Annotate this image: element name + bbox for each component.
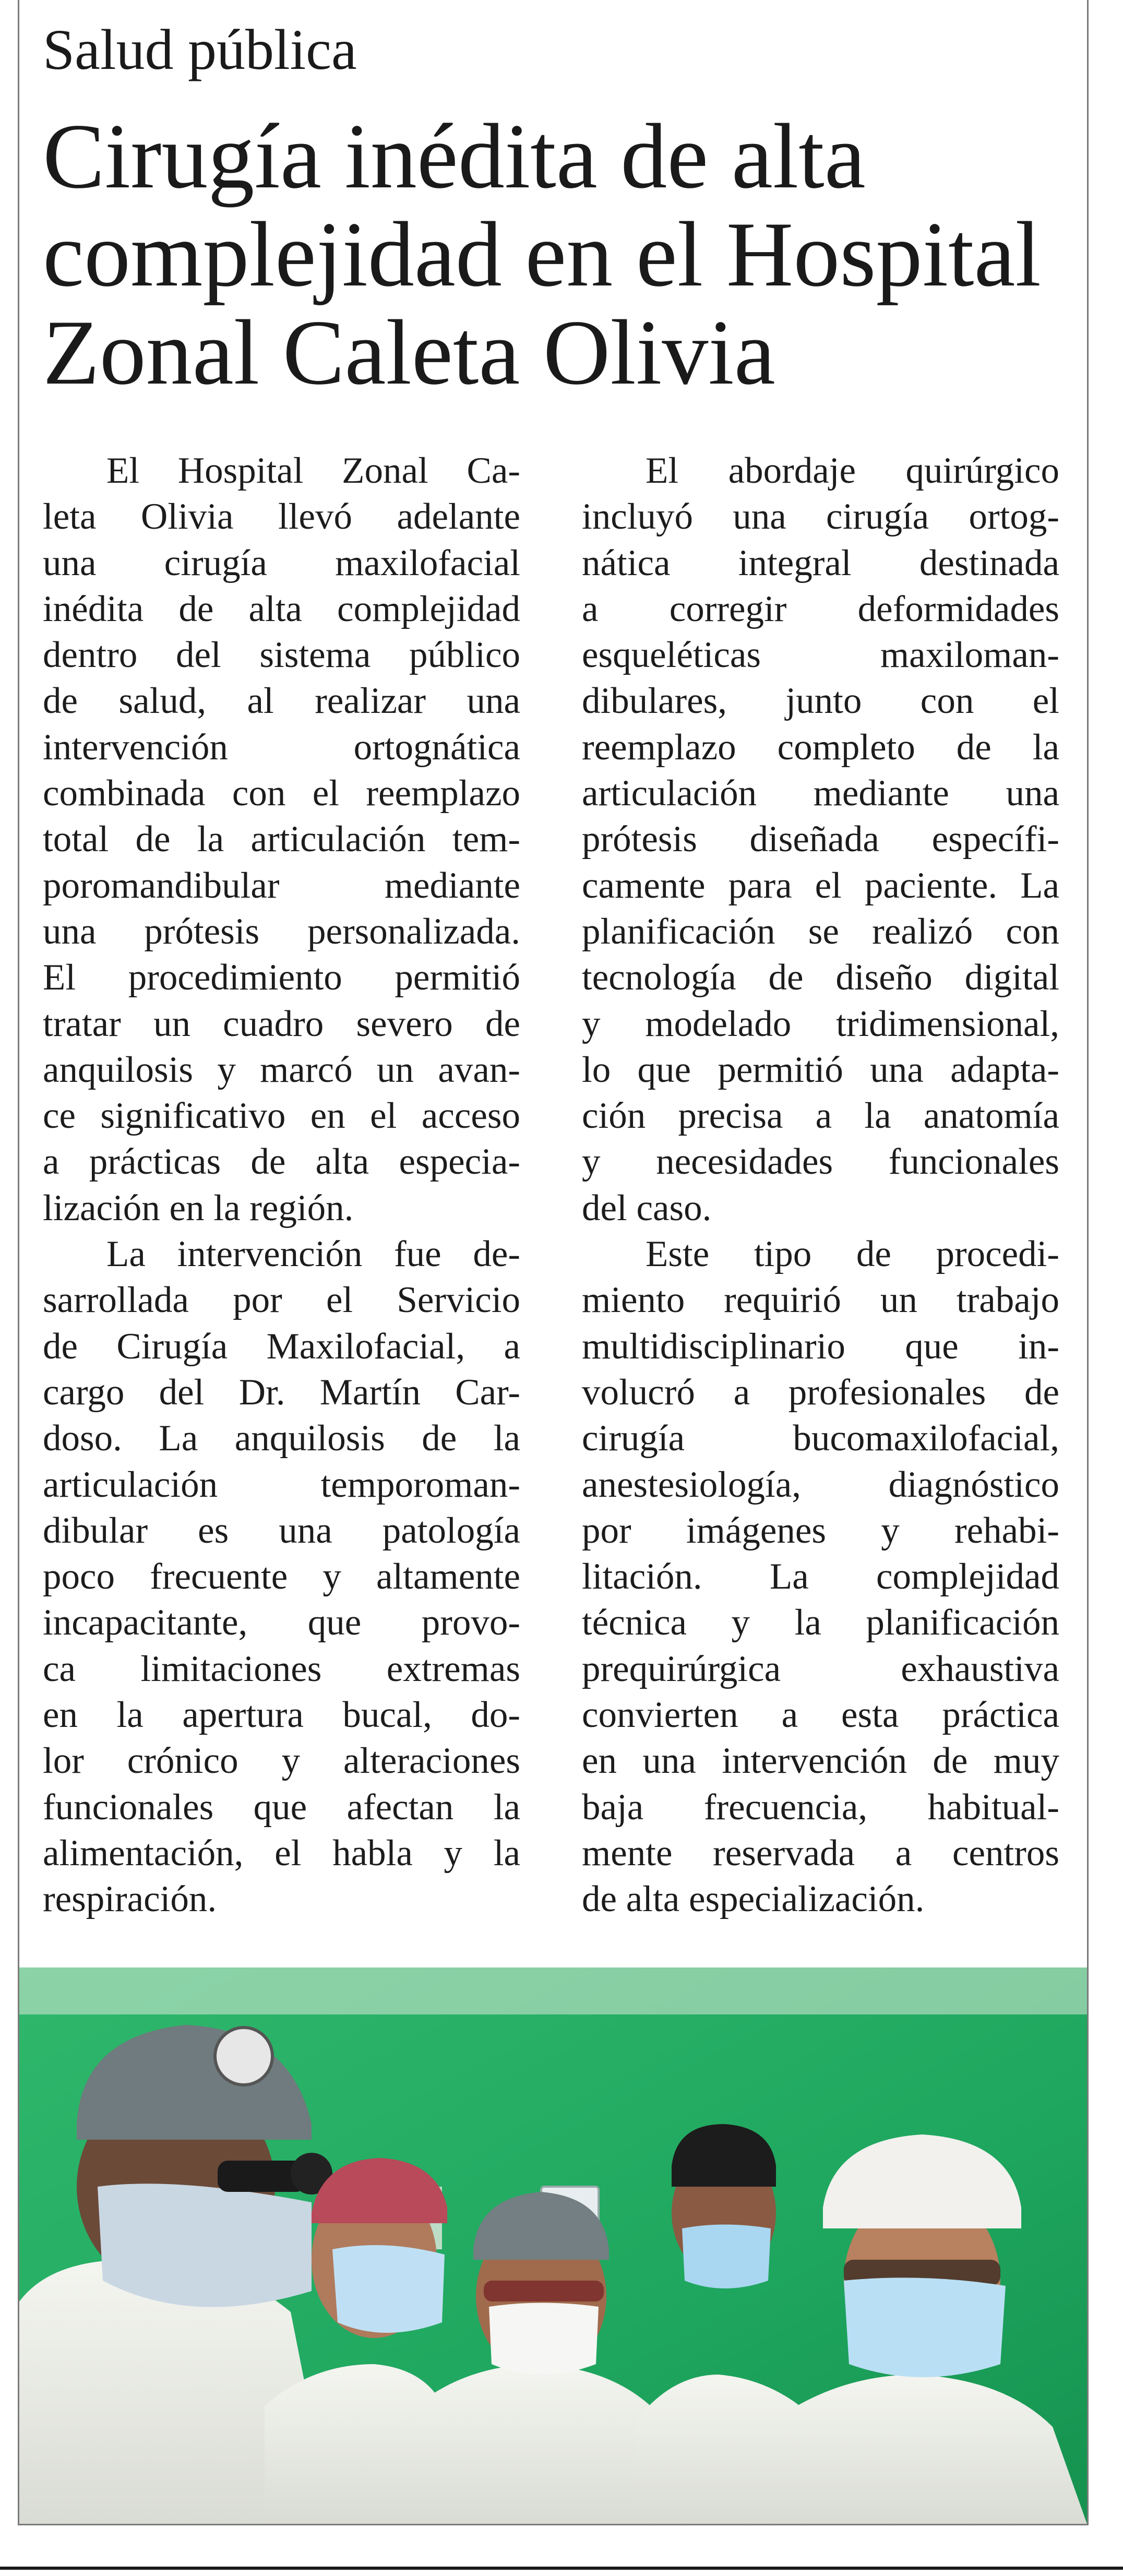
text-line: lor crónico y alteraciones (43, 1740, 520, 1782)
text-line: anestesiología, diagnóstico (582, 1464, 1059, 1505)
text-line: del caso. (582, 1187, 712, 1229)
text-line: combinada con el reemplazo (43, 773, 520, 814)
text-line: miento requirió un trabajo (582, 1280, 1059, 1321)
text-line: Este tipo de procedi- (646, 1234, 1059, 1275)
text-line: incapacitante, que provo- (43, 1602, 520, 1643)
text-line: ción precisa a la anatomía (582, 1095, 1059, 1137)
text-line: anquilosis y marcó un avan- (43, 1049, 520, 1090)
text-line: de Cirugía Maxilofacial, a (43, 1326, 520, 1367)
text-line: funcionales que afectan la (43, 1786, 520, 1828)
text-line: convierten a esta práctica (582, 1695, 1059, 1736)
text-line: dentro del sistema público (43, 635, 520, 676)
headline-line: Zonal Caleta Olivia (43, 301, 775, 404)
text-line: doso. La anquilosis de la (43, 1418, 520, 1459)
text-line: en la apertura bucal, do- (43, 1695, 520, 1736)
text-line: cirugía bucomaxilofacial, (582, 1418, 1059, 1459)
section-label: Salud pública (43, 18, 357, 81)
headline-line: Cirugía inédita de alta (43, 104, 866, 208)
text-line: esqueléticas maxiloman- (582, 635, 1059, 676)
text-line: lo que permitió una adapta- (582, 1049, 1059, 1090)
text-line: a prácticas de alta especia- (43, 1141, 520, 1183)
text-line: de alta especialización. (582, 1879, 925, 1920)
text-line: ca limitaciones extremas (43, 1648, 520, 1689)
text-line: incluyó una cirugía ortog- (582, 496, 1059, 538)
headline (43, 104, 1081, 404)
headline-line: complejidad en el Hospital (43, 202, 1041, 306)
text-line: El procedimiento permitió (43, 957, 520, 998)
text-line: intervención ortognática (43, 726, 520, 768)
text-line: lización en la región. (43, 1187, 354, 1229)
text-line: dibular es una patología (43, 1510, 520, 1551)
footer-rule (0, 2567, 1123, 2570)
text-line: una cirugía maxilofacial (43, 542, 520, 583)
surgical-team-photo (19, 1967, 1087, 2524)
text-line: mente reservada a centros (582, 1832, 1059, 1874)
text-line: El Hospital Zonal Ca- (106, 450, 520, 491)
ceiling (19, 1967, 1087, 2014)
text-line: tecnología de diseño digital (582, 957, 1059, 998)
text-line: leta Olivia llevó adelante (43, 496, 520, 538)
text-line: y necesidades funcionales (582, 1141, 1059, 1183)
text-line: poco frecuente y altamente (43, 1556, 520, 1597)
text-line: cargo del Dr. Martín Car- (43, 1372, 520, 1413)
text-line: articulación temporoman- (43, 1464, 520, 1505)
text-line: técnica y la planificación (582, 1602, 1059, 1643)
text-line: dibulares, junto con el (582, 681, 1059, 722)
text-line: litación. La complejidad (582, 1556, 1059, 1597)
text-line: poromandibular mediante (43, 865, 520, 906)
text-line: tratar un cuadro severo de (43, 1003, 520, 1044)
text-line: nática integral destinada (582, 542, 1059, 583)
text-line: prótesis diseñada específi- (582, 819, 1059, 860)
text-line: volucró a profesionales de (582, 1372, 1059, 1413)
text-line: por imágenes y rehabi- (582, 1510, 1059, 1551)
text-line: prequirúrgica exhaustiva (582, 1648, 1059, 1689)
text-line: reemplazo completo de la (582, 726, 1059, 768)
text-line: articulación mediante una (582, 773, 1059, 814)
text-line: ce significativo en el acceso (43, 1095, 520, 1137)
text-line: planificación se realizó con (582, 911, 1059, 952)
text-line: La intervención fue de- (106, 1234, 520, 1275)
text-line: multidisciplinario que in- (582, 1326, 1059, 1367)
article-column-left (43, 448, 520, 1923)
text-line: respiración. (43, 1879, 217, 1920)
text-line: total de la articulación tem- (43, 819, 520, 860)
text-line: El abordaje quirúrgico (646, 450, 1059, 491)
frame-border-right (1087, 0, 1089, 2525)
text-line: alimentación, el habla y la (43, 1832, 520, 1874)
text-line: una prótesis personalizada. (43, 911, 520, 952)
text-line: baja frecuencia, habitual- (582, 1786, 1059, 1828)
text-line: inédita de alta complejidad (43, 588, 520, 629)
text-line: en una intervención de muy (582, 1740, 1059, 1782)
text-line: camente para el paciente. La (582, 865, 1059, 906)
text-line: a corregir deformidades (582, 588, 1059, 629)
text-line: de salud, al realizar una (43, 681, 520, 722)
photo-illustration (19, 1967, 1087, 2524)
frame-border-bottom (18, 2524, 1089, 2525)
text-line: y modelado tridimensional, (582, 1003, 1059, 1044)
text-line: sarrollada por el Servicio (43, 1280, 520, 1321)
article-column-right (582, 448, 1059, 1923)
